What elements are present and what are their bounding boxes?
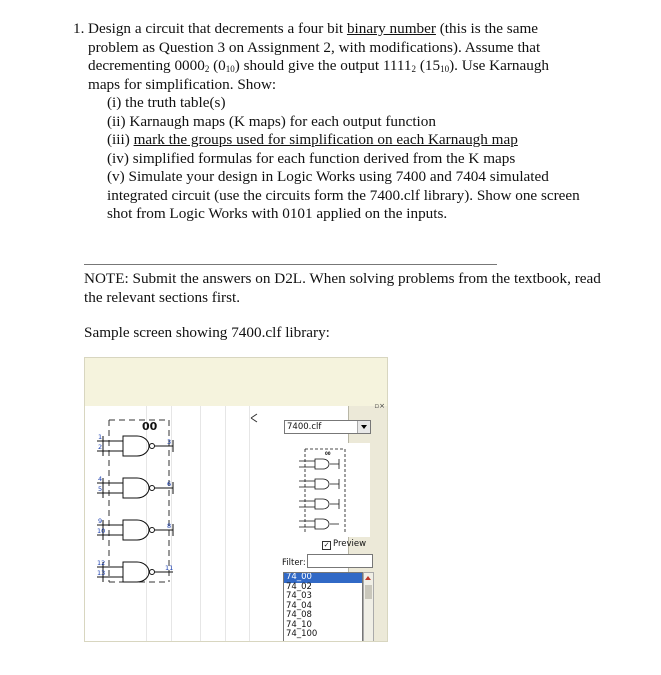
list-item[interactable]: 74_08 (286, 610, 312, 620)
question-line-1: Design a circuit that decrements a four bit binary number (this is the same (88, 20, 539, 37)
question-line-4: maps for simplification. Show: (88, 75, 277, 93)
pin-label: 4 (98, 475, 103, 483)
list-item[interactable]: 74_04 (286, 600, 312, 611)
window-controls[interactable]: ▫× (374, 402, 385, 410)
pin-label: 11 (165, 564, 174, 572)
scroll-up-arrow-icon[interactable] (364, 573, 373, 583)
separator-line (84, 264, 497, 265)
preview-area (285, 443, 370, 537)
pin-label: 1 (98, 433, 103, 441)
logicworks-screenshot (84, 357, 388, 642)
chip-label: 00 (142, 420, 158, 433)
note-line-2: the relevant sections first. (84, 288, 241, 306)
preview-chip-label: 00 (325, 451, 331, 456)
pin-label: 3 (167, 438, 172, 446)
question-number: 1. (73, 20, 85, 37)
list-item[interactable]: 74_100 (286, 629, 318, 639)
question-line-3: decrementing $0000_2$ $(0_{10})$ should give the output $1111_2$ $(15_{10})$. Use Karnaugh (88, 57, 550, 74)
item-mark-groups: (iii) mark the groups used for simplification on each Karnaugh map (107, 131, 518, 148)
preview-checkbox[interactable]: ✓ Preview (323, 539, 367, 549)
question-block (73, 20, 628, 224)
item-simulate-cont-1: integrated circuit (use the circuits form the 7400.clf library). Show one screen (107, 186, 580, 204)
library-select[interactable] (284, 420, 371, 434)
checkmark-icon[interactable]: ✓ (323, 541, 330, 549)
collapse-arrow-icon (251, 414, 257, 422)
preview-chip-drawing (285, 443, 370, 537)
filter-input[interactable] (307, 554, 373, 568)
pin-label: 8 (167, 522, 172, 530)
binary-number-link[interactable]: binary number (346, 20, 436, 37)
pin-label: 2 (98, 443, 103, 451)
list-item[interactable]: 74_02 (286, 581, 312, 592)
note-block (84, 270, 644, 307)
pin-label: 10 (97, 527, 106, 535)
item-simulate-cont-2: shot from Logic Works with 0101 applied on the inputs. (107, 205, 448, 222)
sample-caption: Sample screen showing 7400.clf library: (84, 324, 330, 341)
chevron-down-icon[interactable] (357, 421, 370, 433)
item-truth-table: (i) the truth table(s) (107, 94, 226, 111)
pin-label: 12 (97, 559, 106, 567)
pin-label: 13 (97, 569, 106, 577)
list-item[interactable]: 74_00 (284, 573, 362, 583)
scroll-thumb[interactable] (365, 585, 372, 599)
pin-label: 9 (98, 517, 103, 525)
library-part-list[interactable] (283, 572, 363, 642)
list-scrollbar[interactable] (363, 572, 374, 642)
list-item[interactable]: 74_10 (286, 619, 312, 630)
library-select-value: 7400.clf (287, 422, 322, 432)
note-line-1: NOTE: Submit the answers on D2L. When solving problems from the textbook, read (84, 270, 601, 287)
item-simulate: (v) Simulate your design in Logic Works using 7400 and 7404 simulated (107, 168, 549, 185)
item-formulas: (iv) simplified formulas for each function derived from the K maps (107, 149, 516, 167)
pin-label: 6 (167, 480, 172, 488)
filter-label: Filter: (282, 558, 306, 568)
question-line-2: problem as Question 3 on Assignment 2, with modifications). Assume that (88, 38, 541, 56)
list-item[interactable]: 74_03 (286, 591, 312, 601)
pin-label: 5 (98, 485, 103, 493)
item-kmaps: (ii) Karnaugh maps (K maps) for each output function (107, 112, 436, 130)
